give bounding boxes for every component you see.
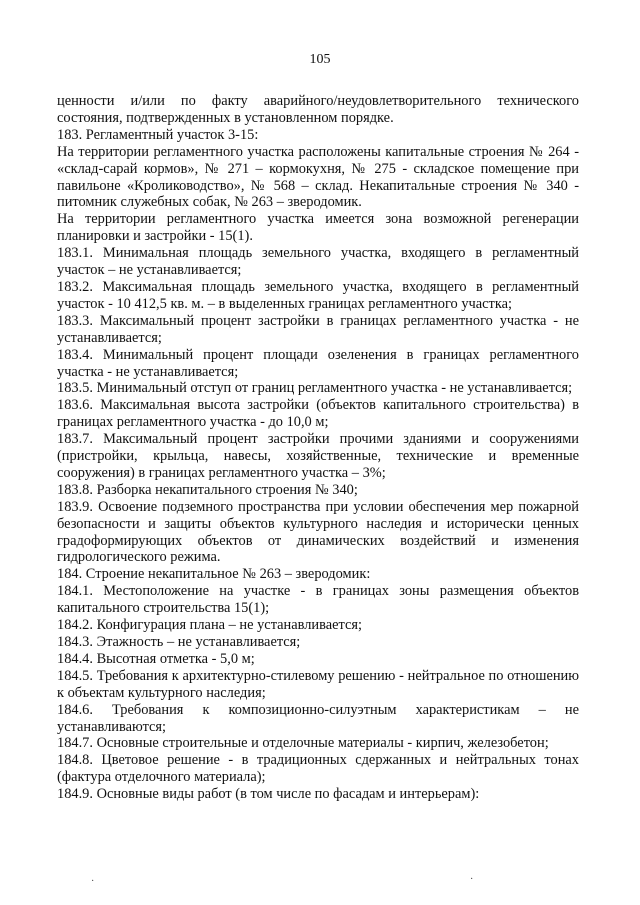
paragraph: 184.3. Этажность – не устанавливается; [57, 634, 301, 650]
scan-speck: · [91, 876, 95, 887]
paragraph: На территории регламентного участка имеется зона возможной регенерации планировки и застройки - 15(1). [57, 211, 579, 245]
paragraph: 183.5. Минимальный отступ от границ регламентного участка - не устанавливается; [57, 380, 573, 397]
section-heading: 184. Строение некапитальное № 263 – зверодомик: [57, 566, 371, 583]
paragraph: 184.6. Требования к композиционно-силуэтным характеристикам – не устанавливаются; [57, 701, 579, 735]
page-number: 105 [309, 52, 331, 67]
paragraph: 184.8. Цветовое решение - в традиционных сдержанных и нейтральных тонах (фактура отделочного материала); [57, 752, 579, 786]
document-body [57, 93, 579, 803]
paragraph: 183.6. Максимальная высота застройки (объектов капитального строительства) в границах регламентного участка - до 10,0 м; [57, 397, 579, 431]
paragraph: 184.7. Основные строительные и отделочные материалы - кирпич, железобетон; [57, 735, 549, 752]
paragraph: 183.4. Минимальный процент площади озеленения в границах регламентного участка - не устанавливается; [57, 346, 579, 380]
paragraph: 183.2. Максимальная площадь земельного участка, входящего в регламентный участок - 10 412,5 кв. м. – в выделенных границах регламентного участка; [57, 278, 579, 312]
paragraph: 183.9. Освоение подземного пространства при условии обеспечения мер пожарной безопасности и защиты объектов культурного наследия и исторически ценных градоформирующих объектов от динамических воздействий и изменения гидрологического режима. [57, 498, 579, 566]
paragraph: 184.1. Местоположение на участке - в границах зоны размещения объектов капитального строительства 15(1); [57, 583, 579, 617]
paragraph: ценности и/или по факту аварийного/неудовлетворительного технического состояния, подтвержденных в установленном порядке. [57, 93, 579, 126]
paragraph: 184.2. Конфигурация плана – не устанавливается; [57, 617, 362, 634]
paragraph: 184.9. Основные виды работ (в том числе по фасадам и интерьерам): [57, 786, 480, 803]
paragraph: На территории регламентного участка расположены капитальные строения № 264 - «склад-сарай кормов», № 271 – кормокухня, № 275 - складское помещение при павильоне «Кролиководство», № 568 – склад. Некапитальные строения № 340 - питомник служебных собак, № 263 – зверодомик. [57, 143, 579, 211]
paragraph: 183.3. Максимальный процент застройки в границах регламентного участка - не устанавливается; [57, 312, 579, 346]
scan-speck: · [470, 874, 474, 885]
paragraph: 183.7. Максимальный процент застройки прочими зданиями и сооружениями (пристройки, крыльца, навесы, хозяйственные, технические и временные сооружения) в границах регламентного участка – 3%; [57, 431, 579, 481]
section-heading: 183. Регламентный участок 3-15: [57, 126, 259, 143]
paragraph: 184.5. Требования к архитектурно-стилевому решению - нейтральное по отношению к объектам культурного наследия; [57, 667, 579, 701]
paragraph: 183.8. Разборка некапитального строения № 340; [57, 481, 358, 498]
paragraph: 184.4. Высотная отметка - 5,0 м; [57, 650, 255, 667]
paragraph: 183.1. Минимальная площадь земельного участка, входящего в регламентный участок – не устанавливается; [57, 245, 579, 279]
